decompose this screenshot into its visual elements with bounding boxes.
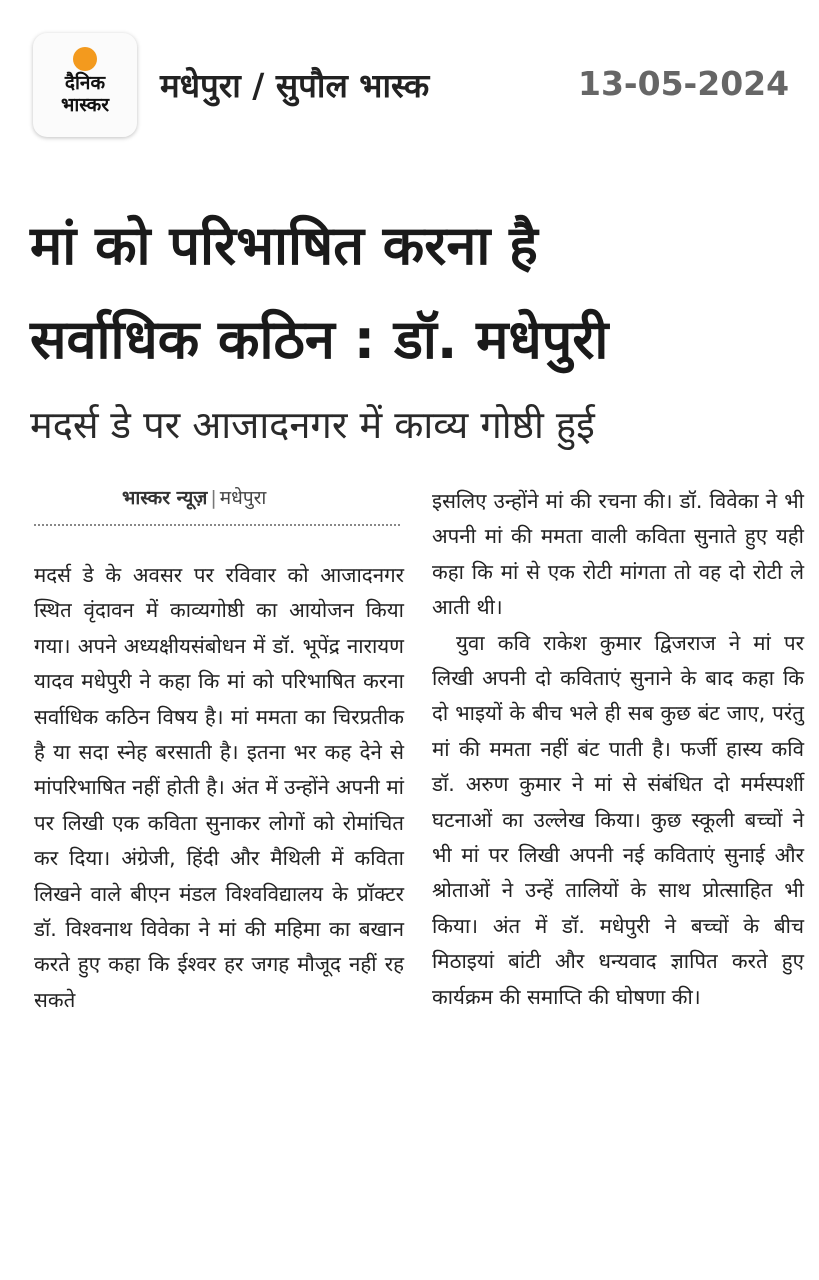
byline-source: भास्कर न्यूज़	[122, 487, 208, 509]
byline-separator: |	[210, 487, 217, 509]
subheadline: मदर्स डे पर आजादनगर में काव्य गोष्ठी हुई	[30, 403, 595, 447]
edition-date: 13-05-2024	[578, 64, 790, 103]
article-paragraph: मदर्स डे के अवसर पर रविवार को आजादनगर स्थित वृंदावन में काव्यगोष्ठी का आयोजन किया गया। अपने अध्यक्षीयसंबोधन में डॉ. भूपेंद्र नारायण यादव मधेपुरी ने कहा कि मां को परिभाषित करना सर्वाधिक कठिन विषय है। मां ममता का चिरप्रतीक है या सदा स्नेह बरसाती है। इतना भर कह देने से मांपरिभाषित नहीं होती है। अंत में उन्होंने अपनी मां पर लिखी एक कविता सुनाकर लोगों को रोमांचित कर दिया। अंग्रेजी, हिंदी और मैथिली में कविता लिखने वाले बीएन मंडल विश्वविद्यालय के प्रॉक्टर डॉ. विश्वनाथ विवेका ने मां की महिमा का बखान करते हुए कहा कि ईश्वर हर जगह मौजूद नहीं रह सकते	[34, 563, 404, 1012]
dainik-bhaskar-logo[interactable]	[33, 33, 137, 137]
article-column-left	[34, 558, 404, 1018]
byline-divider	[34, 524, 400, 526]
article-column-right	[432, 484, 804, 1015]
sun-icon	[73, 47, 97, 71]
byline	[122, 484, 266, 510]
logo-text-line1: दैनिक	[64, 72, 106, 94]
logo-text-line2: भास्कर	[60, 94, 110, 116]
app-header	[0, 0, 819, 150]
headline-line-2: सर्वाधिक कठिन : डॉ. मधेपुरी	[30, 308, 609, 371]
edition-title: मधेपुरा / सुपौल भास्क	[160, 66, 430, 105]
byline-place: मधेपुरा	[219, 487, 267, 509]
article-paragraph: इसलिए उन्होंने मां की रचना की। डॉ. विवेका ने भी अपनी मां की ममता वाली कविता सुनाते हुए यही कहा कि मां से एक रोटी मांगता तो वह दो रोटी ले आती थी।	[432, 489, 804, 620]
article-paragraph: युवा कवि राकेश कुमार द्विजराज ने मां पर लिखी अपनी दो कविताएं सुनाने के बाद कहा कि दो भाइयों के बीच भले ही सब कुछ बंट जाए, परंतु मां की ममता नहीं बंट पाती है। फर्जी हास्य कवि डॉ. अरुण कुमार ने मां से संबंधित दो मर्मस्पर्शी घटनाओं का उल्लेख किया। कुछ स्कूली बच्चों ने भी मां पर लिखी अपनी नई कविताएं सुनाई और श्रोताओं ने उन्हें तालियों के साथ प्रोत्साहित भी किया। अंत में डॉ. मधेपुरी ने बच्चों के बीच मिठाइयां बांटी और धन्यवाद ज्ञापित करते हुए कार्यक्रम की समाप्ति की घोषणा की।	[432, 630, 804, 1009]
headline-line-1: मां को परिभाषित करना है	[30, 214, 538, 277]
